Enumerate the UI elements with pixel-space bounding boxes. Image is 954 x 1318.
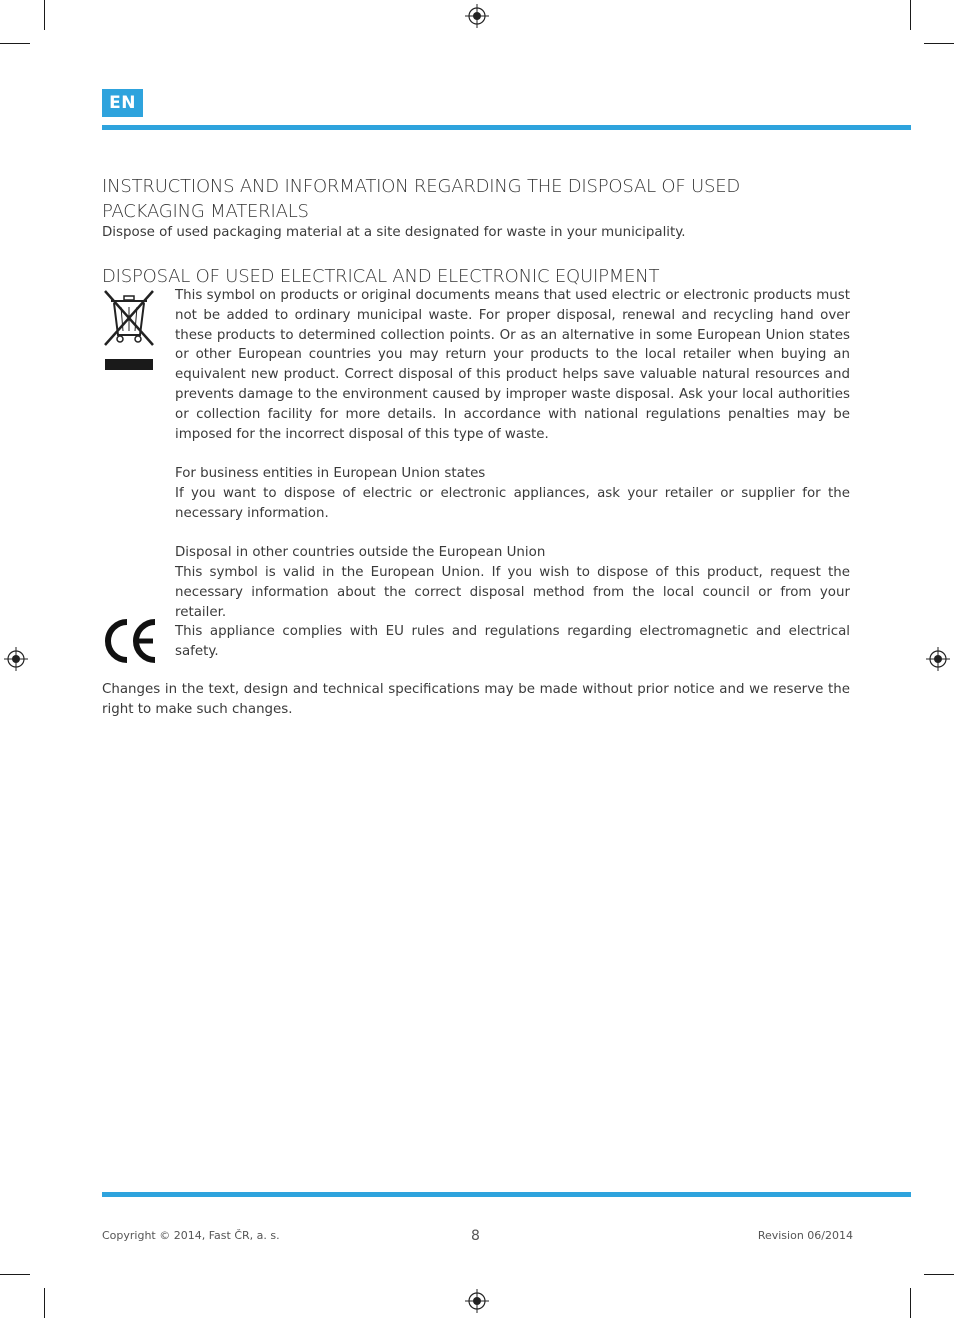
crop-mark [924, 43, 954, 44]
business-body: If you want to dispose of electric or electronic appliances, ask your retailer or supplier for the necessary information. [175, 486, 850, 521]
outside-eu-heading: Disposal in other countries outside the European Union [175, 545, 546, 560]
crop-mark [44, 1288, 45, 1318]
copyright-text: Copyright © 2014, Fast ČR, a. s. [102, 1229, 280, 1242]
packaging-body: Dispose of used packaging material at a site designated for waste in your municipality. [102, 225, 686, 240]
weee-paragraph: This symbol on products or original documents means that used electric or electronic products must not be added to ordinary municipal waste. For proper disposal, renewal and recycling hand over these products to determined collection points. Or as an alternative in some European Union states or other European countries you may return your products to the local retailer when buying an equivalent new product. Correct disposal of this product helps save valuable natural resources and prevents damage to the environment caused by improper waste disposal. Ask your local authorities or collection facility for more details. In accordance with national regulations penalties may be imposed for the incorrect disposal of this type of waste. [175, 288, 850, 442]
registration-mark-icon [465, 4, 489, 28]
changes-note: Changes in the text, design and technical specifications may be made without prior notice and we reserve the right to make such changes. [102, 682, 850, 717]
registration-mark-icon [926, 647, 950, 671]
registration-mark-icon [465, 1289, 489, 1313]
packaging-title-line1: INSTRUCTIONS AND INFORMATION REGARDING THE DISPOSAL OF USED [102, 176, 741, 197]
crop-mark [0, 1274, 30, 1275]
page-number: 8 [471, 1228, 480, 1244]
ce-text: This appliance complies with EU rules and regulations regarding electromagnetic and electrical safety. [175, 624, 850, 659]
ce-mark-icon [103, 618, 159, 664]
registration-mark-icon [4, 647, 28, 671]
outside-eu-body: This symbol is valid in the European Union. If you wish to dispose of this product, request the necessary information about the correct disposal method from the local council or from your retailer. [175, 565, 850, 620]
language-badge: EN [102, 89, 143, 117]
crop-mark [910, 0, 911, 30]
crop-mark [924, 1274, 954, 1275]
crop-mark [910, 1288, 911, 1318]
weee-bin-icon [103, 289, 155, 373]
header-rule [102, 125, 911, 130]
weee-title: DISPOSAL OF USED ELECTRICAL AND ELECTRONIC EQUIPMENT [102, 266, 660, 287]
crop-mark [0, 43, 30, 44]
packaging-title-line2: PACKAGING MATERIALS [102, 201, 309, 222]
revision-text: Revision 06/2014 [757, 1229, 853, 1242]
crop-mark [44, 0, 45, 30]
business-heading: For business entities in European Union states [175, 466, 486, 481]
footer-rule [102, 1192, 911, 1197]
